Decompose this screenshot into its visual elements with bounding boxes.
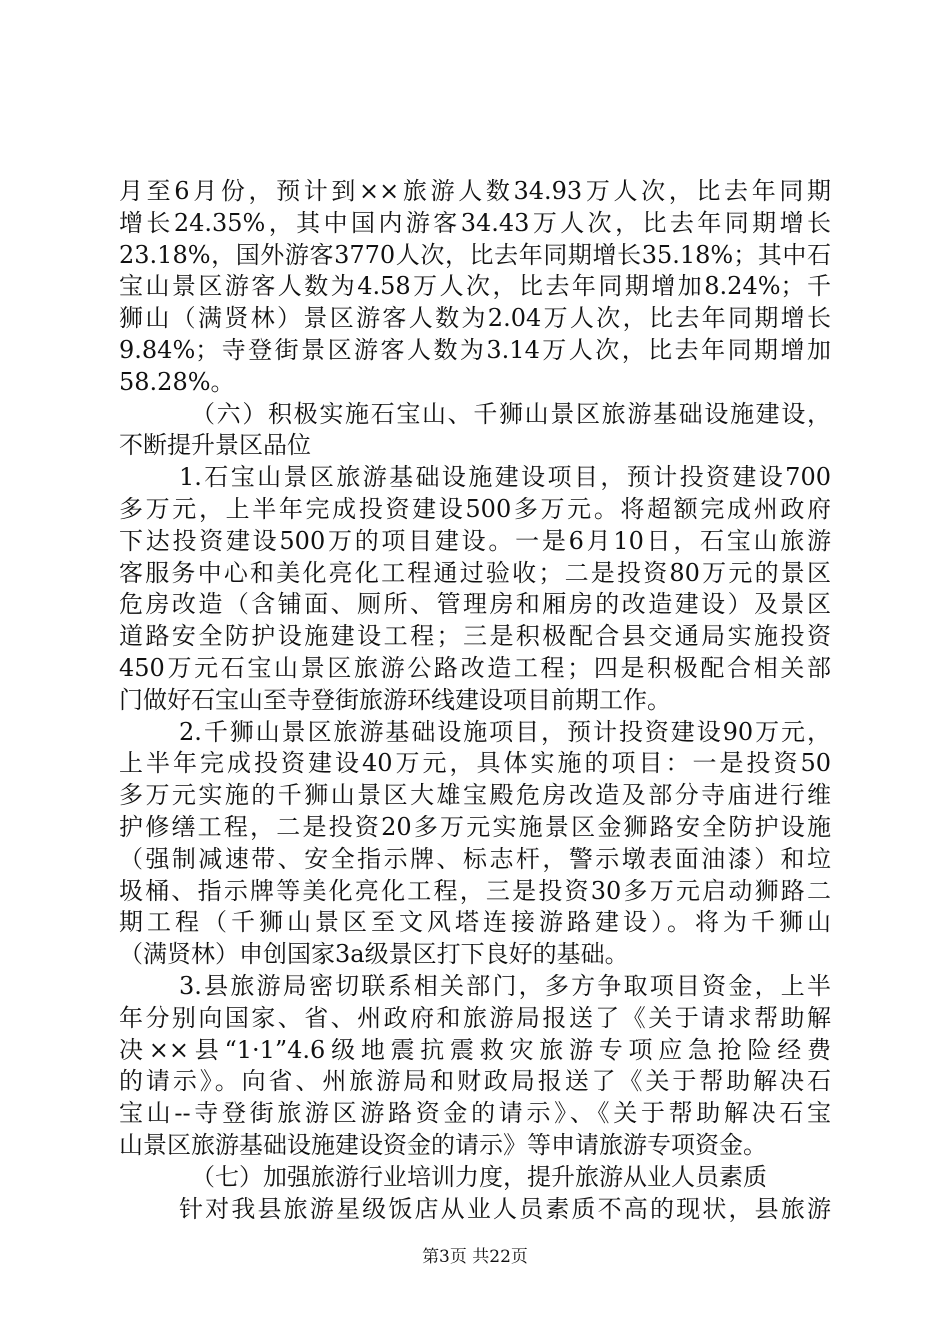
text-line: 宝山--寺登街旅游区游路资金的请示》、《关于帮助解决石宝 [119,1099,831,1128]
text-line: 多万元，上半年完成投资建设500多万元。将超额完成州政府 [119,494,831,523]
page-footer: 第3页 共22页 [422,1247,528,1267]
text-line: 山景区旅游基础设施建设资金的请示》等申请旅游专项资金。 [119,1130,767,1159]
text-line: 2.千狮山景区旅游基础设施项目，预计投资建设90万元， [179,717,831,746]
text-line: 1.石宝山景区旅游基础设施建设项目，预计投资建设700 [179,463,831,492]
text-line: 客服务中心和美化亮化工程通过验收；二是投资80万元的景区 [119,558,831,587]
text-line: 多万元实施的千狮山景区大雄宝殿危房改造及部分寺庙进行维 [119,781,831,810]
text-line: 增长24.35%，其中国内游客34.43万人次，比去年同期增长 [119,208,831,237]
text-line: 门做好石宝山至寺登街旅游环线建设项目前期工作。 [119,685,671,714]
text-line: 针对我县旅游星级饭店从业人员素质不高的现状，县旅游 [179,1194,831,1223]
text-line: 不断提升景区品位 [119,431,311,460]
text-line: （六）积极实施石宝山、千狮山景区旅游基础设施建设， [191,399,831,428]
text-line: 道路安全防护设施建设工程；三是积极配合县交通局实施投资 [119,622,831,651]
text-line: 23.18%，国外游客3770人次，比去年同期增长35.18%；其中石 [119,240,831,269]
document-body [119,176,831,1225]
text-line: （强制减速带、安全指示牌、标志杆，警示墩表面油漆）和垃 [119,844,831,873]
text-line: 期工程（千狮山景区至文风塔连接游路建设）。将为千狮山 [119,908,831,937]
text-line: （满贤林）申创国家3a级景区打下良好的基础。 [119,940,629,969]
text-line: 9.84%；寺登街景区游客人数为3.14万人次，比去年同期增加 [119,335,831,364]
text-line: 狮山（满贤林）景区游客人数为2.04万人次，比去年同期增长 [119,304,831,333]
text-line: 3.县旅游局密切联系相关部门，多方争取项目资金，上半 [179,971,831,1000]
text-line: 450万元石宝山景区旅游公路改造工程；四是积极配合相关部 [119,653,831,682]
text-line: 上半年完成投资建设40万元，具体实施的项目：一是投资50 [119,749,831,778]
text-line: 下达投资建设500万的项目建设。一是6月10日，石宝山旅游 [119,526,831,555]
text-line: 危房改造（含铺面、厕所、管理房和厢房的改造建设）及景区 [119,590,831,619]
text-line: 决××县“1·1”4.6级地震抗震救灾旅游专项应急抢险经费 [119,1035,831,1064]
text-line: 宝山景区游客人数为4.58万人次，比去年同期增加8.24%；千 [119,272,831,301]
text-line: 护修缮工程，二是投资20多万元实施景区金狮路安全防护设施 [119,812,831,841]
text-line: 圾桶、指示牌等美化亮化工程，三是投资30多万元启动狮路二 [119,876,831,905]
text-line: 的请示》。向省、州旅游局和财政局报送了《关于帮助解决石 [119,1067,831,1096]
text-line: 月至6月份，预计到××旅游人数34.93万人次，比去年同期 [119,177,831,205]
text-line: （七）加强旅游行业培训力度，提升旅游从业人员素质 [191,1162,767,1191]
text-line: 年分别向国家、省、州政府和旅游局报送了《关于请求帮助解 [119,1003,831,1032]
text-line: 58.28%。 [119,367,235,396]
